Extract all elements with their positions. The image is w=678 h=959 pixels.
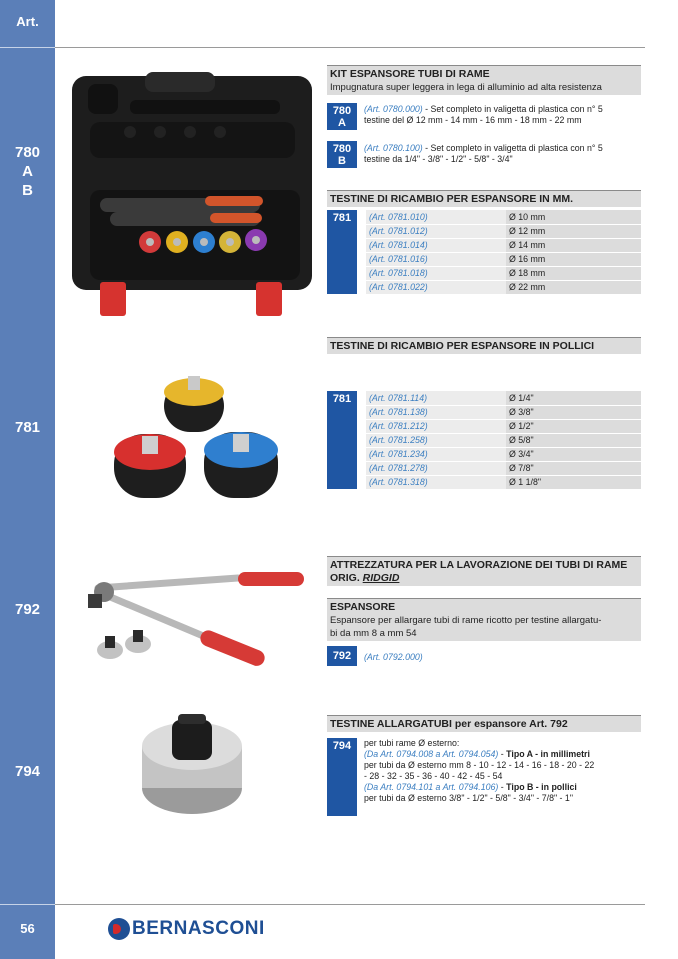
expander-kit-case-image xyxy=(70,70,315,318)
badge-781-inch xyxy=(327,391,357,489)
section-794-label: 794 xyxy=(14,763,41,780)
article-ref: (Art. 0781.014) xyxy=(366,238,506,252)
article-ref: (Art. 0792.000) xyxy=(364,652,423,662)
article-ref: (Art. 0781.022) xyxy=(366,280,506,294)
badge-number: 792 xyxy=(332,650,352,662)
diameter-value: Ø 12 mm xyxy=(506,224,641,238)
brand-logo xyxy=(108,918,265,940)
article-ref: (Art. 0781.010) xyxy=(366,210,506,224)
expander-article xyxy=(364,652,423,663)
allargatubi-title: TESTINE ALLARGATUBI per espansore Art. 792 xyxy=(330,718,568,730)
expander-title: ESPANSORE xyxy=(330,601,396,613)
diameter-value: Ø 22 mm xyxy=(506,280,641,294)
article-ref: (Art. 0781.018) xyxy=(366,266,506,280)
tools-title: ATTREZZATURA PER LA LAVORAZIONE DEI TUBI DI RAME xyxy=(330,559,628,571)
article-ref: (Da Art. 0794.008 a Art. 0794.054) xyxy=(364,749,499,759)
expander-desc: bi da mm 8 a mm 54 xyxy=(330,628,417,639)
diameter-value: Ø 3/8" xyxy=(506,405,641,419)
section-a-label: A xyxy=(22,163,33,180)
diameter-value: Ø 1/2" xyxy=(506,419,641,433)
section-780ab xyxy=(0,143,55,200)
table-row xyxy=(366,252,641,266)
bottom-rule xyxy=(55,904,645,905)
article-ref: (Art. 0780.100) xyxy=(364,143,423,153)
mm-heads-table xyxy=(366,210,641,295)
table-row xyxy=(366,419,641,433)
tools-title-orig: ORIG. xyxy=(330,572,363,584)
section-792 xyxy=(0,600,55,619)
type-b-sizes: per tubi da Ø esterno 3/8" - 1/2" - 5/8" - 3/4" - 7/8" - 1" xyxy=(364,793,573,803)
allargatubi-desc xyxy=(364,738,594,804)
table-row xyxy=(366,280,641,294)
diameter-value: Ø 5/8" xyxy=(506,433,641,447)
kit-header xyxy=(327,65,641,95)
diameter-value: Ø 16 mm xyxy=(506,252,641,266)
ridgid-brand: RIDGID xyxy=(362,572,400,584)
article-ref: (Art. 0781.012) xyxy=(366,224,506,238)
inch-heads-title: TESTINE DI RICAMBIO PER ESPANSORE IN POLLICI xyxy=(330,340,595,352)
allargatubi-intro: per tubi rame Ø esterno: xyxy=(364,738,460,748)
badge-number: 780 xyxy=(332,105,352,117)
mm-heads-header xyxy=(327,190,641,207)
section-792-label: 792 xyxy=(14,601,41,618)
type-b-label: Tipo B - in pollici xyxy=(506,782,577,792)
article-ref: (Art. 0781.278) xyxy=(366,461,506,475)
badge-number: 780 xyxy=(332,143,352,155)
table-row xyxy=(366,475,641,489)
table-row xyxy=(366,266,641,280)
kit-item-780a xyxy=(364,104,603,126)
article-ref: (Art. 0781.016) xyxy=(366,252,506,266)
top-rule xyxy=(55,47,645,48)
sidebar-divider xyxy=(0,904,55,905)
badge-letter: A xyxy=(338,117,346,129)
table-row xyxy=(366,461,641,475)
badge-number: 794 xyxy=(332,740,352,752)
expander-desc: Espansore per allargare tubi di rame ricotto per testine allargatu- xyxy=(330,615,602,626)
table-row xyxy=(366,433,641,447)
brand-name: BERNASCONI xyxy=(132,918,265,939)
brand-mark-icon xyxy=(108,918,130,940)
diameter-value: Ø 1/4" xyxy=(506,391,641,405)
diameter-value: Ø 7/8" xyxy=(506,461,641,475)
article-ref: (Art. 0781.258) xyxy=(366,433,506,447)
section-794 xyxy=(0,762,55,781)
kit-subtitle: Impugnatura super leggera in lega di alluminio ad alta resistenza xyxy=(330,82,602,93)
diameter-value: Ø 18 mm xyxy=(506,266,641,280)
article-ref: (Art. 0781.212) xyxy=(366,419,506,433)
table-row xyxy=(366,391,641,405)
diameter-value: Ø 3/4" xyxy=(506,447,641,461)
allargatubi-header xyxy=(327,715,641,732)
mm-heads-title: TESTINE DI RICAMBIO PER ESPANSORE IN MM. xyxy=(330,193,574,205)
badge-number: 781 xyxy=(332,212,352,224)
inch-heads-header xyxy=(327,337,641,354)
badge-780a xyxy=(327,103,357,130)
inch-heads-table xyxy=(366,391,641,490)
kit-title: KIT ESPANSORE TUBI DI RAME xyxy=(330,68,490,80)
item-text: - Set completo in valigetta di plastica con n° 5 xyxy=(422,104,603,114)
badge-number: 781 xyxy=(332,393,352,405)
diameter-value: Ø 1 1/8" xyxy=(506,475,641,489)
expander-header xyxy=(327,598,641,641)
article-ref: (Art. 0781.318) xyxy=(366,475,506,489)
article-ref: (Da Art. 0794.101 a Art. 0794.106) xyxy=(364,782,499,792)
badge-781-mm xyxy=(327,210,357,294)
table-row xyxy=(366,238,641,252)
type-a-sizes: - 28 - 32 - 35 - 36 - 40 - 42 - 45 - 54 xyxy=(364,771,503,781)
expander-heads-image xyxy=(108,372,288,508)
badge-792 xyxy=(327,646,357,666)
item-text: testine del Ø 12 mm - 14 mm - 16 mm - 18 mm - 22 mm xyxy=(364,115,582,125)
badge-794 xyxy=(327,738,357,816)
article-ref: (Art. 0780.000) xyxy=(364,104,423,114)
section-781-label: 781 xyxy=(14,419,41,436)
sidebar xyxy=(0,0,55,959)
article-ref: (Art. 0781.138) xyxy=(366,405,506,419)
kit-item-780b xyxy=(364,143,603,165)
expanding-head-image xyxy=(136,712,248,818)
table-row xyxy=(366,405,641,419)
ridgid-expander-image xyxy=(78,560,308,670)
separator: - xyxy=(498,782,507,792)
section-780-label: 780 xyxy=(14,144,41,161)
sidebar-divider xyxy=(0,47,55,48)
separator: - xyxy=(498,749,507,759)
type-a-label: Tipo A - in millimetri xyxy=(506,749,590,759)
table-row xyxy=(366,447,641,461)
item-text: - Set completo in valigetta di plastica con n° 5 xyxy=(422,143,603,153)
diameter-value: Ø 10 mm xyxy=(506,210,641,224)
item-text: testine da 1/4" - 3/8" - 1/2" - 5/8" - 3/4" xyxy=(364,154,513,164)
article-ref: (Art. 0781.114) xyxy=(366,391,506,405)
table-row xyxy=(366,224,641,238)
diameter-value: Ø 14 mm xyxy=(506,238,641,252)
badge-780b xyxy=(327,141,357,168)
type-a-sizes: per tubi da Ø esterno mm 8 - 10 - 12 - 14 - 16 - 18 - 20 - 22 xyxy=(364,760,595,770)
table-row xyxy=(366,210,641,224)
section-b-label: B xyxy=(22,182,33,199)
section-781 xyxy=(0,418,55,437)
page-number: 56 xyxy=(20,921,35,936)
art-label: Art. xyxy=(16,14,39,29)
article-ref: (Art. 0781.234) xyxy=(366,447,506,461)
tools-header xyxy=(327,556,641,586)
badge-letter: B xyxy=(338,155,346,167)
